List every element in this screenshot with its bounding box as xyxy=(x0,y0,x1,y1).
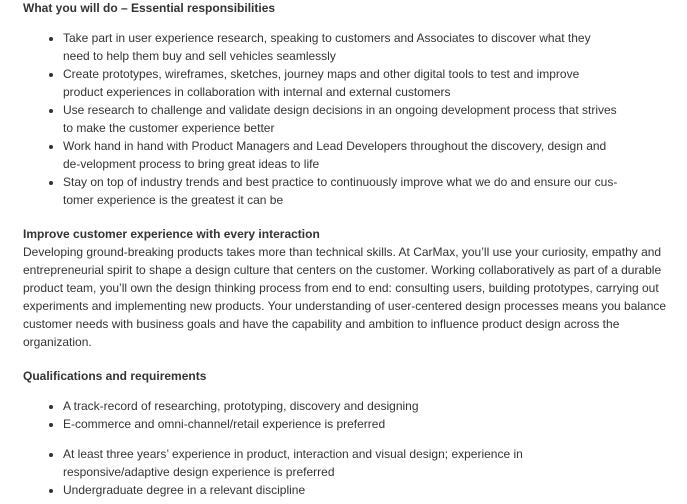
list-item: • Stay on top of industry trends and best practice to continuously improve what we do and ensure our cus-tomer experience is the greatest it can be xyxy=(63,173,671,209)
improve-paragraph: Developing ground-breaking products takes more than technical skills. At CarMax, you’ll use your curiosity, empathy and entrepreneurial spirit to shape a design culture that centers on the customer. Working collaboratively as part of a durable product team, you’ll own the design thinking process from end to end: consulting users, building prototypes, carrying out experiments and implementing new products. Your understanding of user-centered design processes means you balance customer needs with business goals and have the capability and ambition to influence product design across the organization. xyxy=(23,245,667,349)
improve-heading: Improve customer experience with every interaction xyxy=(23,227,320,241)
list-item: • A track-record of researching, prototyping, discovery and designing xyxy=(63,397,671,415)
list-item: • E-commerce and omni-channel/retail experience is preferred xyxy=(63,415,671,433)
qualifications-list-1 xyxy=(23,397,671,433)
responsibilities-list xyxy=(23,29,671,209)
qualifications-list-2 xyxy=(23,445,671,499)
list-item: • Work hand in hand with Product Managers and Lead Developers throughout the discovery, design and de-velopment process to bring great ideas to life xyxy=(63,137,671,173)
responsibilities-heading: What you will do – Essential responsibilities xyxy=(23,1,276,15)
qualifications-heading: Qualifications and requirements xyxy=(23,369,207,383)
list-item: • Undergraduate degree in a relevant discipline xyxy=(63,481,671,499)
list-item: • Create prototypes, wireframes, sketches, journey maps and other digital tools to test and improve product experiences in collaboration with internal and external customers xyxy=(63,65,671,101)
list-item: • Take part in user experience research, speaking to customers and Associates to discover what they need to help them buy and sell vehicles seamlessly xyxy=(63,29,671,65)
job-description xyxy=(23,0,671,499)
list-item: • At least three years’ experience in product, interaction and visual design; experience in responsive/adaptive design experience is preferred xyxy=(63,445,671,481)
list-item: • Use research to challenge and validate design decisions in an ongoing development process that strives to make the customer experience better xyxy=(63,101,671,137)
